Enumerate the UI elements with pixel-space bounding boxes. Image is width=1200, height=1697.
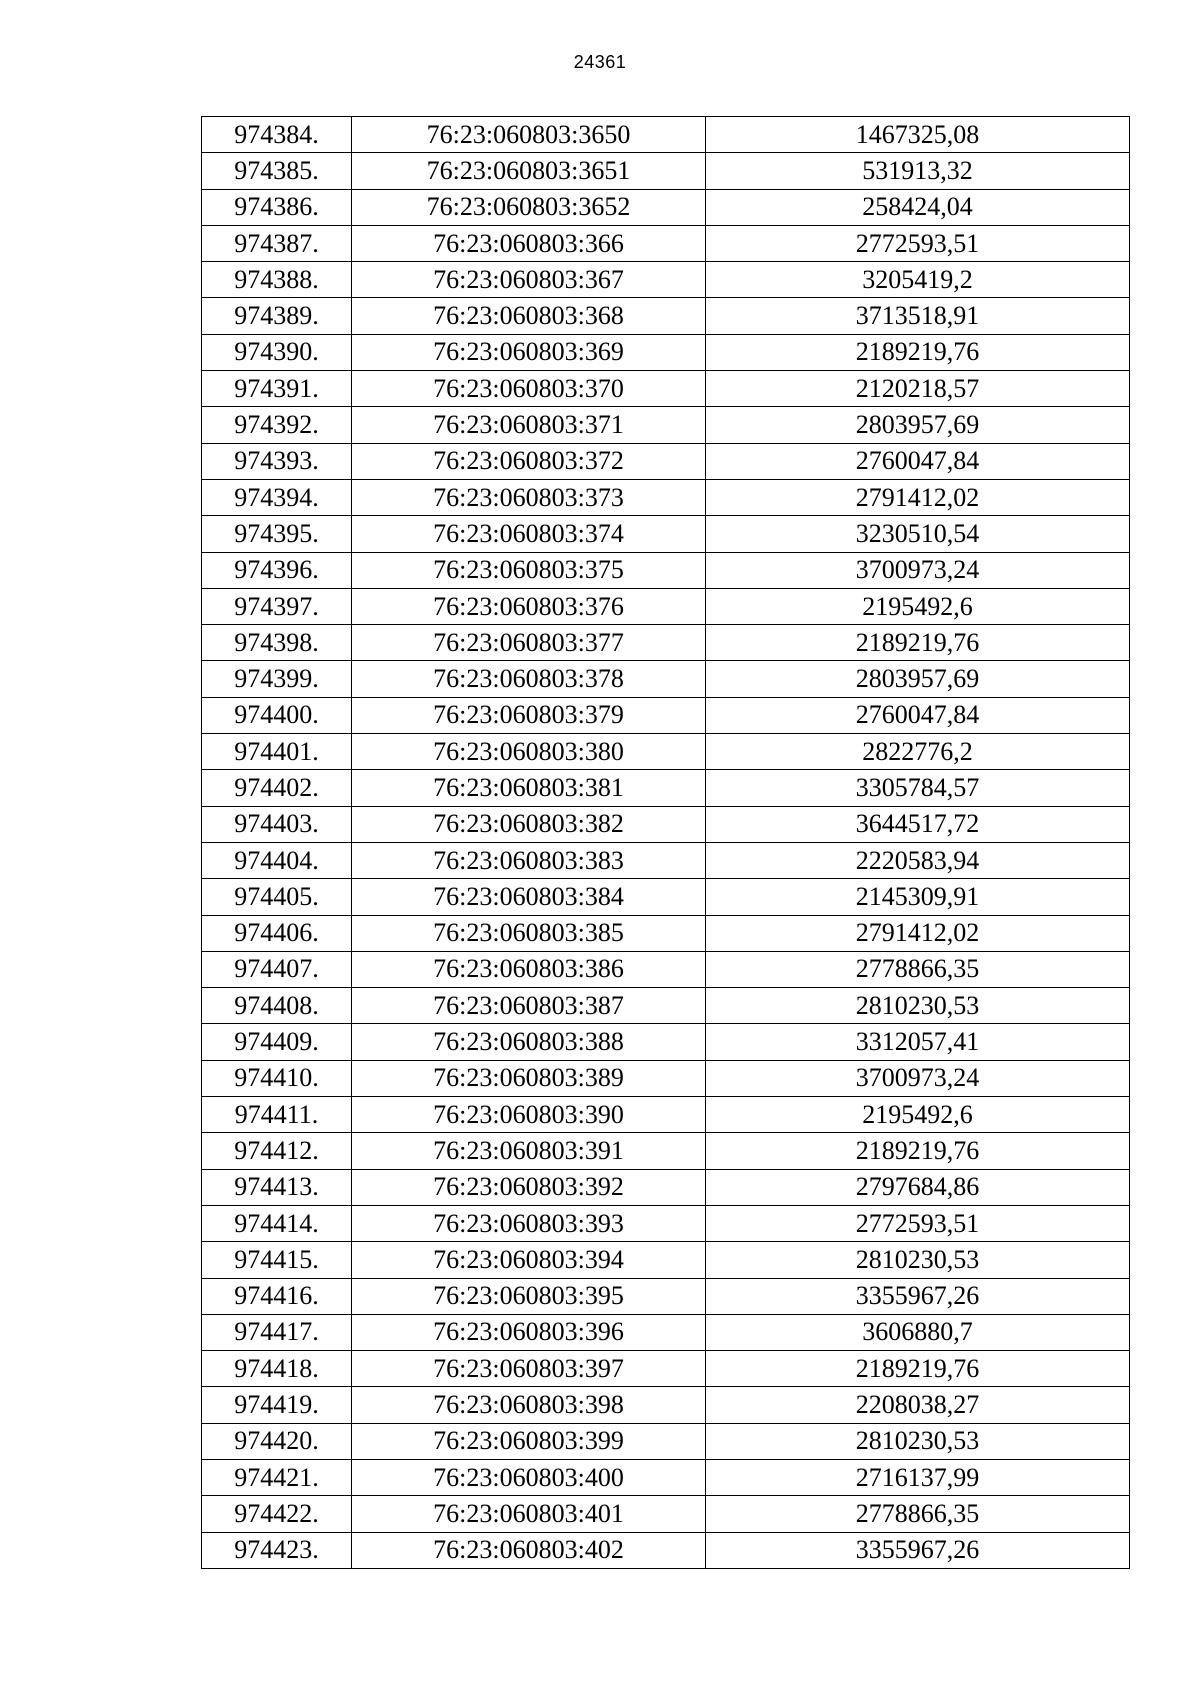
row-number-cell: 974397. — [202, 588, 352, 624]
cadastral-value-cell: 3644517,72 — [706, 806, 1130, 842]
table-row — [202, 588, 1130, 624]
row-number-cell: 974413. — [202, 1169, 352, 1205]
cadastral-value-cell: 2208038,27 — [706, 1387, 1130, 1423]
row-number-cell: 974399. — [202, 661, 352, 697]
row-number-cell: 974410. — [202, 1060, 352, 1096]
cadastral-number-cell: 76:23:060803:374 — [352, 516, 706, 552]
row-number-cell: 974393. — [202, 443, 352, 479]
cadastral-value-cell: 2189219,76 — [706, 334, 1130, 370]
cadastral-value-cell: 2803957,69 — [706, 407, 1130, 443]
cadastral-number-cell: 76:23:060803:395 — [352, 1278, 706, 1314]
cadastral-value-cell: 2778866,35 — [706, 1496, 1130, 1532]
table-row — [202, 189, 1130, 225]
cadastral-number-cell: 76:23:060803:379 — [352, 697, 706, 733]
cadastral-number-cell: 76:23:060803:371 — [352, 407, 706, 443]
table-row — [202, 1314, 1130, 1350]
cadastral-value-cell: 2195492,6 — [706, 588, 1130, 624]
cadastral-value-cell: 2791412,02 — [706, 915, 1130, 951]
table-row — [202, 298, 1130, 334]
cadastral-value-cell: 3205419,2 — [706, 262, 1130, 298]
cadastral-value-cell: 2195492,6 — [706, 1097, 1130, 1133]
cadastral-value-cell: 531913,32 — [706, 153, 1130, 189]
row-number-cell: 974409. — [202, 1024, 352, 1060]
table-row — [202, 1387, 1130, 1423]
table-row — [202, 443, 1130, 479]
row-number-cell: 974385. — [202, 153, 352, 189]
row-number-cell: 974418. — [202, 1351, 352, 1387]
row-number-cell: 974420. — [202, 1423, 352, 1459]
cadastral-number-cell: 76:23:060803:387 — [352, 988, 706, 1024]
row-number-cell: 974404. — [202, 842, 352, 878]
cadastral-number-cell: 76:23:060803:377 — [352, 625, 706, 661]
cadastral-value-cell: 2189219,76 — [706, 1133, 1130, 1169]
table-row — [202, 117, 1130, 153]
cadastral-value-cell: 3700973,24 — [706, 1060, 1130, 1096]
cadastral-number-cell: 76:23:060803:381 — [352, 770, 706, 806]
cadastral-number-cell: 76:23:060803:384 — [352, 879, 706, 915]
cadastral-number-cell: 76:23:060803:388 — [352, 1024, 706, 1060]
cadastral-value-cell: 3312057,41 — [706, 1024, 1130, 1060]
cadastral-number-cell: 76:23:060803:3650 — [352, 117, 706, 153]
cadastral-value-cell: 3700973,24 — [706, 552, 1130, 588]
cadastral-number-cell: 76:23:060803:398 — [352, 1387, 706, 1423]
cadastral-number-cell: 76:23:060803:389 — [352, 1060, 706, 1096]
table-row — [202, 1169, 1130, 1205]
table-row — [202, 661, 1130, 697]
table-row — [202, 915, 1130, 951]
table-row — [202, 1205, 1130, 1241]
cadastral-value-cell: 2189219,76 — [706, 625, 1130, 661]
table-row — [202, 734, 1130, 770]
row-number-cell: 974403. — [202, 806, 352, 842]
cadastral-number-cell: 76:23:060803:367 — [352, 262, 706, 298]
table-row — [202, 371, 1130, 407]
cadastral-number-cell: 76:23:060803:369 — [352, 334, 706, 370]
table-row — [202, 1532, 1130, 1568]
cadastral-value-cell: 2120218,57 — [706, 371, 1130, 407]
row-number-cell: 974412. — [202, 1133, 352, 1169]
cadastral-number-cell: 76:23:060803:380 — [352, 734, 706, 770]
table-row — [202, 479, 1130, 515]
cadastral-number-cell: 76:23:060803:397 — [352, 1351, 706, 1387]
table-row — [202, 262, 1130, 298]
cadastral-value-cell: 2791412,02 — [706, 479, 1130, 515]
table-row — [202, 225, 1130, 261]
row-number-cell: 974387. — [202, 225, 352, 261]
row-number-cell: 974384. — [202, 117, 352, 153]
table-row — [202, 516, 1130, 552]
cadastral-value-cell: 2822776,2 — [706, 734, 1130, 770]
row-number-cell: 974389. — [202, 298, 352, 334]
cadastral-number-cell: 76:23:060803:392 — [352, 1169, 706, 1205]
cadastral-value-cell: 2760047,84 — [706, 443, 1130, 479]
cadastral-number-cell: 76:23:060803:376 — [352, 588, 706, 624]
cadastral-value-cell: 2778866,35 — [706, 951, 1130, 987]
table-row — [202, 552, 1130, 588]
cadastral-value-cell: 2803957,69 — [706, 661, 1130, 697]
cadastral-value-cell: 2145309,91 — [706, 879, 1130, 915]
cadastral-value-cell: 3355967,26 — [706, 1278, 1130, 1314]
table-row — [202, 1278, 1130, 1314]
row-number-cell: 974390. — [202, 334, 352, 370]
cadastral-number-cell: 76:23:060803:393 — [352, 1205, 706, 1241]
row-number-cell: 974417. — [202, 1314, 352, 1350]
table-row — [202, 1423, 1130, 1459]
cadastral-value-table — [201, 116, 1130, 1569]
table-body — [202, 117, 1130, 1569]
table-row — [202, 951, 1130, 987]
cadastral-value-cell: 2810230,53 — [706, 1242, 1130, 1278]
table-row — [202, 334, 1130, 370]
cadastral-number-cell: 76:23:060803:396 — [352, 1314, 706, 1350]
cadastral-number-cell: 76:23:060803:373 — [352, 479, 706, 515]
table-row — [202, 1097, 1130, 1133]
cadastral-value-cell: 3355967,26 — [706, 1532, 1130, 1568]
row-number-cell: 974405. — [202, 879, 352, 915]
table-row — [202, 770, 1130, 806]
cadastral-value-cell: 1467325,08 — [706, 117, 1130, 153]
cadastral-value-cell: 2797684,86 — [706, 1169, 1130, 1205]
table-row — [202, 1496, 1130, 1532]
cadastral-number-cell: 76:23:060803:399 — [352, 1423, 706, 1459]
row-number-cell: 974411. — [202, 1097, 352, 1133]
cadastral-number-cell: 76:23:060803:378 — [352, 661, 706, 697]
cadastral-number-cell: 76:23:060803:382 — [352, 806, 706, 842]
cadastral-value-cell: 3305784,57 — [706, 770, 1130, 806]
row-number-cell: 974391. — [202, 371, 352, 407]
table-row — [202, 625, 1130, 661]
row-number-cell: 974407. — [202, 951, 352, 987]
cadastral-number-cell: 76:23:060803:375 — [352, 552, 706, 588]
cadastral-value-cell: 3713518,91 — [706, 298, 1130, 334]
row-number-cell: 974415. — [202, 1242, 352, 1278]
row-number-cell: 974392. — [202, 407, 352, 443]
table-row — [202, 806, 1130, 842]
cadastral-value-cell: 2220583,94 — [706, 842, 1130, 878]
row-number-cell: 974398. — [202, 625, 352, 661]
cadastral-number-cell: 76:23:060803:3651 — [352, 153, 706, 189]
cadastral-number-cell: 76:23:060803:386 — [352, 951, 706, 987]
row-number-cell: 974401. — [202, 734, 352, 770]
row-number-cell: 974395. — [202, 516, 352, 552]
table-row — [202, 1242, 1130, 1278]
table-row — [202, 697, 1130, 733]
cadastral-number-cell: 76:23:060803:368 — [352, 298, 706, 334]
row-number-cell: 974396. — [202, 552, 352, 588]
table-row — [202, 988, 1130, 1024]
row-number-cell: 974423. — [202, 1532, 352, 1568]
cadastral-number-cell: 76:23:060803:394 — [352, 1242, 706, 1278]
cadastral-value-cell: 3230510,54 — [706, 516, 1130, 552]
cadastral-number-cell: 76:23:060803:370 — [352, 371, 706, 407]
table-row — [202, 1024, 1130, 1060]
cadastral-value-cell: 3606880,7 — [706, 1314, 1130, 1350]
cadastral-number-cell: 76:23:060803:391 — [352, 1133, 706, 1169]
table-row — [202, 153, 1130, 189]
cadastral-value-cell: 2189219,76 — [706, 1351, 1130, 1387]
row-number-cell: 974406. — [202, 915, 352, 951]
cadastral-value-cell: 2772593,51 — [706, 225, 1130, 261]
cadastral-number-cell: 76:23:060803:3652 — [352, 189, 706, 225]
table-row — [202, 879, 1130, 915]
row-number-cell: 974388. — [202, 262, 352, 298]
cadastral-value-cell: 2772593,51 — [706, 1205, 1130, 1241]
row-number-cell: 974414. — [202, 1205, 352, 1241]
cadastral-number-cell: 76:23:060803:366 — [352, 225, 706, 261]
cadastral-number-cell: 76:23:060803:390 — [352, 1097, 706, 1133]
row-number-cell: 974416. — [202, 1278, 352, 1314]
cadastral-value-cell: 2810230,53 — [706, 988, 1130, 1024]
row-number-cell: 974386. — [202, 189, 352, 225]
cadastral-number-cell: 76:23:060803:402 — [352, 1532, 706, 1568]
row-number-cell: 974419. — [202, 1387, 352, 1423]
table-row — [202, 842, 1130, 878]
cadastral-value-cell: 2810230,53 — [706, 1423, 1130, 1459]
table-row — [202, 1459, 1130, 1495]
row-number-cell: 974421. — [202, 1459, 352, 1495]
cadastral-number-cell: 76:23:060803:383 — [352, 842, 706, 878]
table-row — [202, 1060, 1130, 1096]
cadastral-value-cell: 2716137,99 — [706, 1459, 1130, 1495]
cadastral-value-cell: 258424,04 — [706, 189, 1130, 225]
cadastral-value-cell: 2760047,84 — [706, 697, 1130, 733]
row-number-cell: 974394. — [202, 479, 352, 515]
cadastral-number-cell: 76:23:060803:372 — [352, 443, 706, 479]
row-number-cell: 974422. — [202, 1496, 352, 1532]
cadastral-number-cell: 76:23:060803:401 — [352, 1496, 706, 1532]
row-number-cell: 974402. — [202, 770, 352, 806]
table-row — [202, 1351, 1130, 1387]
table-row — [202, 1133, 1130, 1169]
cadastral-number-cell: 76:23:060803:385 — [352, 915, 706, 951]
row-number-cell: 974400. — [202, 697, 352, 733]
page-number: 24361 — [573, 52, 627, 72]
table-row — [202, 407, 1130, 443]
cadastral-number-cell: 76:23:060803:400 — [352, 1459, 706, 1495]
row-number-cell: 974408. — [202, 988, 352, 1024]
